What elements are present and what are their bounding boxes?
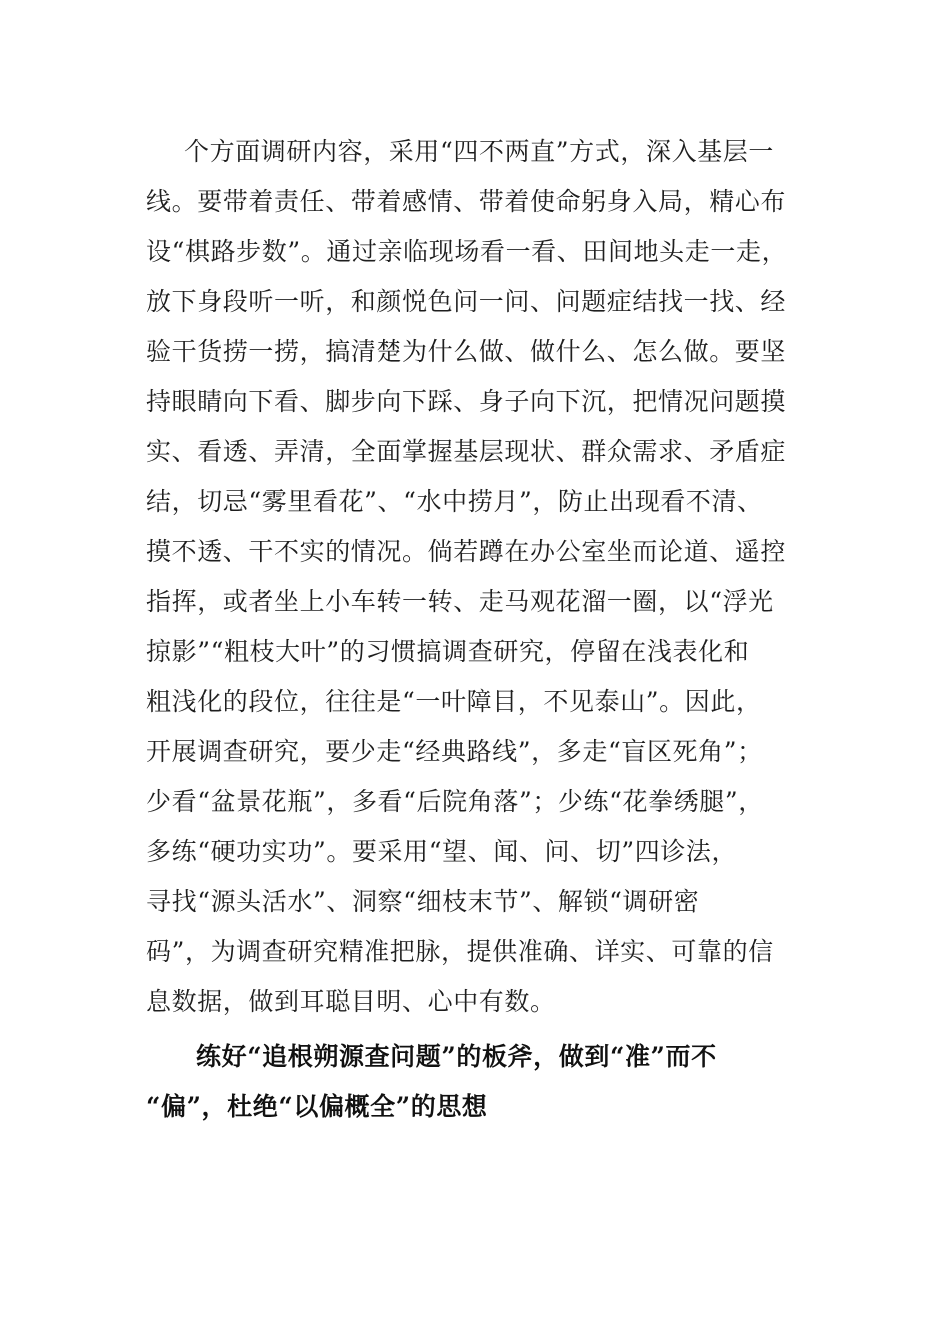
paragraph-line: 粗浅化的段位，往往是“一叶障目，不见泰山”。因此， [146,687,762,716]
heading-line: “偏”，杜绝“以偏概全”的思想 [146,1092,488,1121]
paragraph-line: 摸不透、干不实的情况。倘若蹲在办公室坐而论道、遥控 [146,537,787,566]
paragraph-line: 放下身段听一听，和颜悦色问一问、问题症结找一找、经 [146,287,787,316]
paragraph-line: 息数据，做到耳聪目明、心中有数。 [146,987,556,1016]
paragraph-line: 线。要带着责任、带着感情、带着使命躬身入局，精心布 [146,187,787,216]
paragraph-line: 掠影”“粗枝大叶”的习惯搞调查研究，停留在浅表化和 [146,637,750,666]
paragraph-line: 持眼睛向下看、脚步向下踩、身子向下沉，把情况问题摸 [146,387,787,416]
paragraph-line: 个方面调研内容，采用“四不两直”方式，深入基层一 [184,137,774,166]
paragraph-line: 设“棋路步数”。通过亲临现场看一看、田间地头走一走， [146,237,788,266]
paragraph-line: 结，切忌“雾里看花”、“水中捞月”，防止出现看不清、 [146,487,763,516]
paragraph-line: 开展调查研究，要少走“经典路线”，多走“盲区死角”； [146,737,763,766]
paragraph-line: 指挥，或者坐上小车转一转、走马观花溜一圈，以“浮光 [146,587,774,616]
paragraph-line: 实、看透、弄清，全面掌握基层现状、群众需求、矛盾症 [146,437,787,466]
paragraph-line: 验干货捞一捞，搞清楚为什么做、做什么、怎么做。要坚 [146,337,787,366]
paragraph-line: 码”，为调查研究精准把脉，提供准确、详实、可靠的信 [146,937,774,966]
paragraph-line: 少看“盆景花瓶”，多看“后院角落”；少练“花拳绣腿”， [146,787,764,816]
paragraph-line: 多练“硬功实功”。要采用“望、闻、问、切”四诊法， [146,837,738,866]
heading-line: 练好“追根朔源查问题”的板斧，做到“准”而不 [196,1042,717,1071]
paragraph-line: 寻找“源头活水”、洞察“细枝末节”、解锁“调研密 [146,887,700,916]
